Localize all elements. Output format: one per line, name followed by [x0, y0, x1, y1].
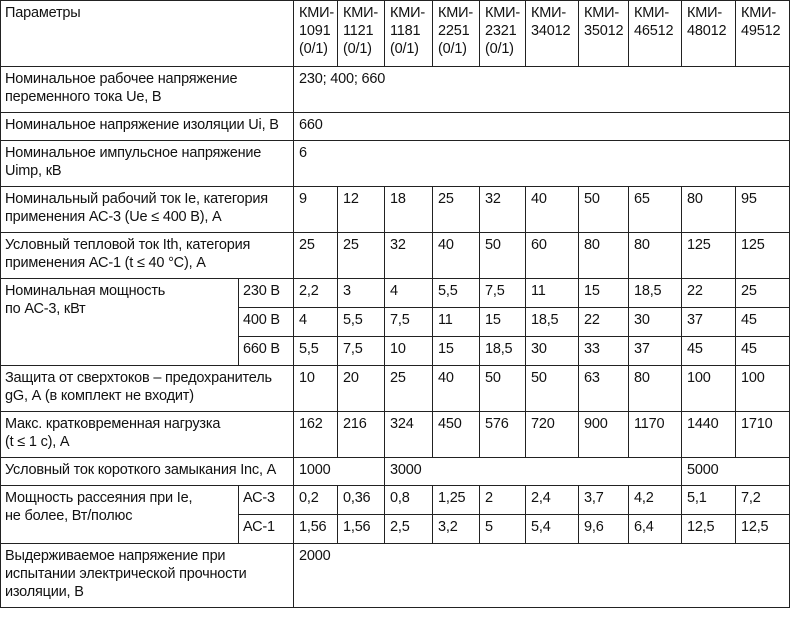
table-row: [1, 67, 790, 113]
table-cell: 0,8: [385, 486, 433, 515]
row-value: 230; 400; 660: [294, 67, 790, 113]
table-cell: 45: [736, 337, 790, 366]
table-cell: 80: [579, 233, 629, 279]
table-cell: 7,5: [480, 279, 526, 308]
model-header: КМИ- 48012: [682, 1, 736, 67]
table-cell: 2,4: [526, 486, 579, 515]
table-cell: 7,5: [385, 308, 433, 337]
table-cell: 1170: [629, 412, 682, 458]
table-cell: 324: [385, 412, 433, 458]
table-cell: 18,5: [526, 308, 579, 337]
table-cell: 4: [294, 308, 338, 337]
table-cell: 60: [526, 233, 579, 279]
row-label: Мощность рассеяния при Ie, не более, Вт/полюс: [1, 486, 239, 544]
table-cell: 125: [736, 233, 790, 279]
row-label: Номинальное рабочее напряжение переменного тока Ue, В: [1, 67, 294, 113]
table-cell: 3,7: [579, 486, 629, 515]
category-sublabel: АС-1: [239, 515, 294, 544]
table-cell: 80: [629, 233, 682, 279]
table-cell: 10: [294, 366, 338, 412]
table-row: [1, 233, 790, 279]
table-cell: 11: [526, 279, 579, 308]
table-cell: 50: [480, 366, 526, 412]
table-row: [1, 113, 790, 141]
model-header: КМИ- 46512: [629, 1, 682, 67]
table-cell: 12: [338, 187, 385, 233]
table-cell: 5,5: [433, 279, 480, 308]
table-cell: 11: [433, 308, 480, 337]
table-cell: 4: [385, 279, 433, 308]
table-cell: 720: [526, 412, 579, 458]
table-cell: 63: [579, 366, 629, 412]
table-cell: 50: [526, 366, 579, 412]
model-header: КМИ- 1181 (0/1): [385, 1, 433, 67]
table-cell: 12,5: [736, 515, 790, 544]
table-cell: 18,5: [480, 337, 526, 366]
table-row: [1, 187, 790, 233]
table-cell: 2,2: [294, 279, 338, 308]
table-cell: 25: [294, 233, 338, 279]
table-cell: 125: [682, 233, 736, 279]
table-row: [1, 544, 790, 608]
table-cell: 216: [338, 412, 385, 458]
table-cell: 1,25: [433, 486, 480, 515]
table-cell: 80: [629, 366, 682, 412]
table-cell: 30: [629, 308, 682, 337]
header-row: [1, 1, 790, 67]
table-cell: 15: [480, 308, 526, 337]
table-cell: 9,6: [579, 515, 629, 544]
table-cell: 40: [433, 233, 480, 279]
table-cell: 33: [579, 337, 629, 366]
table-cell: 1440: [682, 412, 736, 458]
table-row: [1, 412, 790, 458]
table-cell: 900: [579, 412, 629, 458]
table-cell: 30: [526, 337, 579, 366]
table-cell: 40: [526, 187, 579, 233]
table-cell: 3,2: [433, 515, 480, 544]
table-cell: 0,36: [338, 486, 385, 515]
table-cell: 7,5: [338, 337, 385, 366]
voltage-sublabel: 400 В: [239, 308, 294, 337]
table-cell: 6,4: [629, 515, 682, 544]
table-cell: 15: [579, 279, 629, 308]
table-cell: 10: [385, 337, 433, 366]
table-cell: 50: [579, 187, 629, 233]
model-header: КМИ- 1121 (0/1): [338, 1, 385, 67]
table-cell: 1,56: [338, 515, 385, 544]
table-cell: 5,1: [682, 486, 736, 515]
table-cell: 22: [579, 308, 629, 337]
table-row: [1, 141, 790, 187]
row-label: Номинальная мощность по АС-3, кВт: [1, 279, 239, 366]
table-cell: 2,5: [385, 515, 433, 544]
row-label: Номинальный рабочий ток Ie, категория применения АС-3 (Ue ≤ 400 В), А: [1, 187, 294, 233]
table-cell: 25: [736, 279, 790, 308]
table-cell: 4,2: [629, 486, 682, 515]
row-label: Условный ток короткого замыкания Inc, А: [1, 458, 294, 486]
table-cell: 25: [433, 187, 480, 233]
model-header: КМИ- 1091 (0/1): [294, 1, 338, 67]
table-cell: 5000: [682, 458, 790, 486]
table-cell: 100: [736, 366, 790, 412]
model-header: КМИ- 35012: [579, 1, 629, 67]
model-header: КМИ- 2321 (0/1): [480, 1, 526, 67]
row-label: Макс. кратковременная нагрузка (t ≤ 1 с), А: [1, 412, 294, 458]
table-cell: 0,2: [294, 486, 338, 515]
table-cell: 9: [294, 187, 338, 233]
row-value: 2000: [294, 544, 790, 608]
table-cell: 450: [433, 412, 480, 458]
table-cell: 22: [682, 279, 736, 308]
voltage-sublabel: 230 В: [239, 279, 294, 308]
table-cell: 37: [629, 337, 682, 366]
table-cell: 1710: [736, 412, 790, 458]
table-cell: 3: [338, 279, 385, 308]
table-cell: 65: [629, 187, 682, 233]
table-cell: 45: [682, 337, 736, 366]
table-cell: 1,56: [294, 515, 338, 544]
table-cell: 32: [480, 187, 526, 233]
table-row: [1, 366, 790, 412]
table-cell: 162: [294, 412, 338, 458]
table-cell: 40: [433, 366, 480, 412]
row-value: 6: [294, 141, 790, 187]
table-cell: 1000: [294, 458, 385, 486]
table-cell: 32: [385, 233, 433, 279]
table-cell: 25: [338, 233, 385, 279]
table-cell: 50: [480, 233, 526, 279]
model-header: КМИ- 49512: [736, 1, 790, 67]
table-row: [1, 486, 790, 515]
table-row: [1, 279, 790, 308]
table-cell: 5,4: [526, 515, 579, 544]
table-cell: 7,2: [736, 486, 790, 515]
row-label: Выдерживаемое напряжение при испытании электрической прочности изоляции, В: [1, 544, 294, 608]
table-cell: 20: [338, 366, 385, 412]
row-label: Защита от сверхтоков – предохранитель gG, А (в комплект не входит): [1, 366, 294, 412]
table-row: [1, 458, 790, 486]
table-cell: 45: [736, 308, 790, 337]
table-cell: 576: [480, 412, 526, 458]
voltage-sublabel: 660 В: [239, 337, 294, 366]
table-cell: 37: [682, 308, 736, 337]
params-header: Параметры: [1, 1, 294, 67]
table-cell: 80: [682, 187, 736, 233]
table-cell: 5: [480, 515, 526, 544]
table-cell: 3000: [385, 458, 682, 486]
model-header: КМИ- 2251 (0/1): [433, 1, 480, 67]
table-cell: 95: [736, 187, 790, 233]
table-cell: 2: [480, 486, 526, 515]
table-cell: 18,5: [629, 279, 682, 308]
table-cell: 25: [385, 366, 433, 412]
row-value: 660: [294, 113, 790, 141]
category-sublabel: АС-3: [239, 486, 294, 515]
row-label: Условный тепловой ток Ith, категория применения АС-1 (t ≤ 40 °С), А: [1, 233, 294, 279]
table-cell: 18: [385, 187, 433, 233]
table-cell: 5,5: [338, 308, 385, 337]
row-label: Номинальное напряжение изоляции Ui, В: [1, 113, 294, 141]
row-label: Номинальное импульсное напряжение Uimp, кВ: [1, 141, 294, 187]
table-cell: 100: [682, 366, 736, 412]
table-cell: 15: [433, 337, 480, 366]
table-cell: 5,5: [294, 337, 338, 366]
table-cell: 12,5: [682, 515, 736, 544]
model-header: КМИ- 34012: [526, 1, 579, 67]
